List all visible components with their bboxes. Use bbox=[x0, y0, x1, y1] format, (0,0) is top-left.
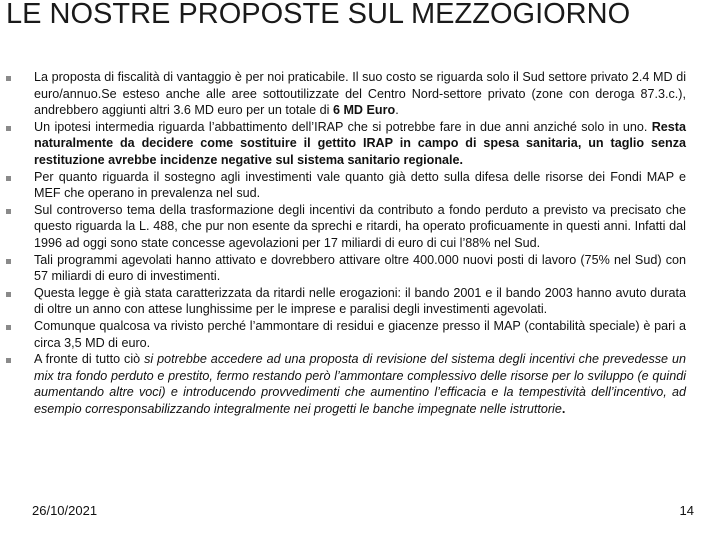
page-number: 14 bbox=[679, 503, 694, 518]
bullet-item bbox=[0, 285, 720, 318]
bullet-text-segment: La proposta di fiscalità di vantaggio è per noi praticabile. Il suo costo se riguarda solo il Sud settore privato 2.4 MD di euro/annuo.Se esteso anche alle aree sottoutilizzate del Centro Nord-settore privato (zone con deroga 87.3.c.), andrebbero aggiunti altri 3.6 MD euro per un totale di bbox=[34, 70, 686, 118]
bullet-item bbox=[0, 69, 720, 119]
square-bullet-icon bbox=[6, 209, 11, 214]
bullet-text-segment: A fronte di tutto ciò bbox=[34, 352, 145, 367]
bullet-text-segment: Per quanto riguarda il sostegno agli investimenti vale quanto già detto sulla difesa delle risorse dei Fondi MAP e MEF che operano in prevalenza nel sud. bbox=[34, 169, 686, 201]
bullet-text-segment: Sul controverso tema della trasformazione degli incentivi da contributo a fondo perduto a previsto va precisato che questo riguarda la L. 488, che pur non esente da sprechi e ritardi, ha operato proficuamente in questi anni. Infatti dal 1996 ad oggi sono state concesse agevolazioni per 17 miliardi di euro di cui l’88% nel Sud. bbox=[34, 202, 686, 250]
bullet-text-segment: Tali programmi agevolati hanno attivato e dovrebbero attivare oltre 400.000 nuovi posti di lavoro (75% nel Sud) con 57 miliardi di euro di investimenti. bbox=[34, 252, 686, 284]
bullet-text-segment: . bbox=[561, 401, 566, 416]
square-bullet-icon bbox=[6, 292, 11, 297]
square-bullet-icon bbox=[6, 176, 11, 181]
square-bullet-icon bbox=[6, 325, 11, 330]
bullet-item bbox=[0, 318, 720, 351]
square-bullet-icon bbox=[6, 126, 11, 131]
slide-title: LE NOSTRE PROPOSTE SUL MEZZOGIORNO bbox=[6, 0, 631, 30]
bullet-text-segment: Comunque qualcosa va rivisto perché l’ammontare di residui e giacenze presso il MAP (contabilità speciale) è pari a circa 3,5 MD di euro. bbox=[34, 318, 686, 350]
bullet-item bbox=[0, 119, 720, 169]
bullet-text-segment: . bbox=[395, 103, 399, 118]
bullet-item bbox=[0, 252, 720, 285]
bullet-text-segment: 6 MD Euro bbox=[332, 103, 396, 118]
square-bullet-icon bbox=[6, 76, 11, 81]
bullet-list bbox=[0, 69, 720, 417]
bullet-text-segment: Un ipotesi intermedia riguarda l’abbattimento dell’IRAP che si potrebbe fare in due anni anziché solo in uno. bbox=[34, 119, 652, 134]
bullet-text-segment: Resta naturalmente da decidere come sostituire il gettito IRAP in campo di spesa sanitaria, un taglio senza restituzione avrebbe incidenze negative sul sistema sanitario regionale. bbox=[34, 119, 686, 167]
bullet-item bbox=[0, 202, 720, 252]
footer-date: 26/10/2021 bbox=[32, 503, 98, 518]
bullet-text-segment: Questa legge è già stata caratterizzata da ritardi nelle erogazioni: il bando 2001 e il bando 2003 hanno avuto durata di oltre un anno con attese lunghissime per le imprese e paralisi degli investimenti agevolati. bbox=[34, 285, 686, 317]
bullet-item bbox=[0, 169, 720, 202]
square-bullet-icon bbox=[6, 358, 11, 363]
square-bullet-icon bbox=[6, 259, 11, 264]
bullet-text-segment: si potrebbe accedere ad una proposta di revisione del sistema degli incentivi che prevedesse un mix tra fondo perduto e prestito, fermo restando però l’ammontare complessivo delle risorse per lo sviluppo (e quindi aumentando altre voci) e introducendo provvedimenti che aumentino l’efficacia e la tempestività dell’incentivo, ad esempio corresponsabilizzando integralmente nei progetti le banche impegnate nelle istruttorie bbox=[34, 352, 687, 416]
bullet-item bbox=[0, 351, 720, 417]
